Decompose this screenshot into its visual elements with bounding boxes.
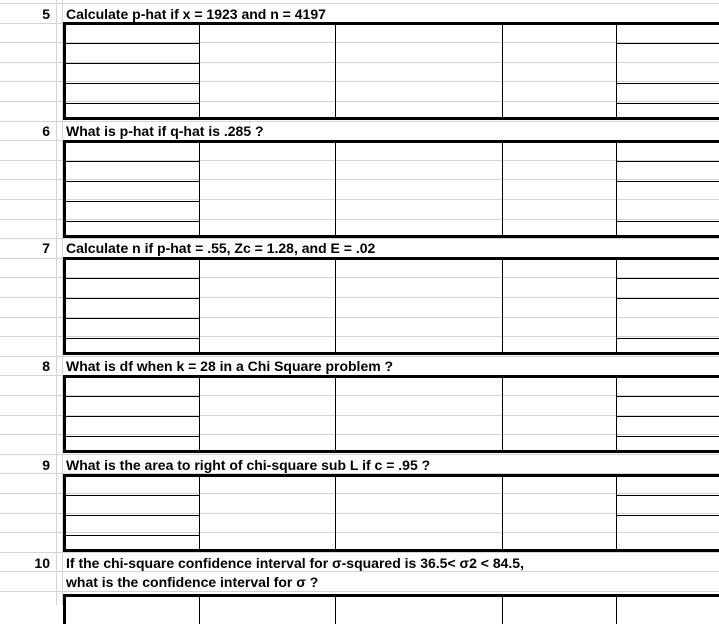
gridline-row <box>0 3 719 4</box>
gridline-row <box>0 552 719 553</box>
gridline-col <box>56 0 57 605</box>
question-text: Calculate p-hat if x = 1923 and n = 4197 <box>66 6 326 22</box>
question-number: 8 <box>42 358 50 374</box>
question-text: What is the area to right of chi-square sub L if c = .95 ? <box>66 457 431 473</box>
question-number: 9 <box>42 457 50 473</box>
question-text-line2: what is the confidence interval for σ ? <box>66 574 319 590</box>
answer-box[interactable] <box>63 474 719 552</box>
question-number: 6 <box>42 123 50 139</box>
answer-box[interactable] <box>63 140 719 238</box>
question-text: What is p-hat if q-hat is .285 ? <box>66 123 264 139</box>
question-number: 5 <box>42 6 50 22</box>
question-number: 10 <box>34 555 50 571</box>
question-text: What is df when k = 28 in a Chi Square problem ? <box>66 358 394 374</box>
question-text: Calculate n if p-hat = .55, Zc = 1.28, and E = .02 <box>66 240 376 256</box>
answer-box[interactable] <box>63 594 719 624</box>
gridline-row <box>0 591 719 592</box>
gridline-row <box>0 454 719 455</box>
answer-box[interactable] <box>63 22 719 120</box>
answer-box[interactable] <box>63 375 719 453</box>
question-number: 7 <box>42 240 50 256</box>
question-text: If the chi-square confidence interval for σ-squared is 36.5< σ2 < 84.5, <box>66 555 524 571</box>
answer-box[interactable] <box>63 257 719 355</box>
